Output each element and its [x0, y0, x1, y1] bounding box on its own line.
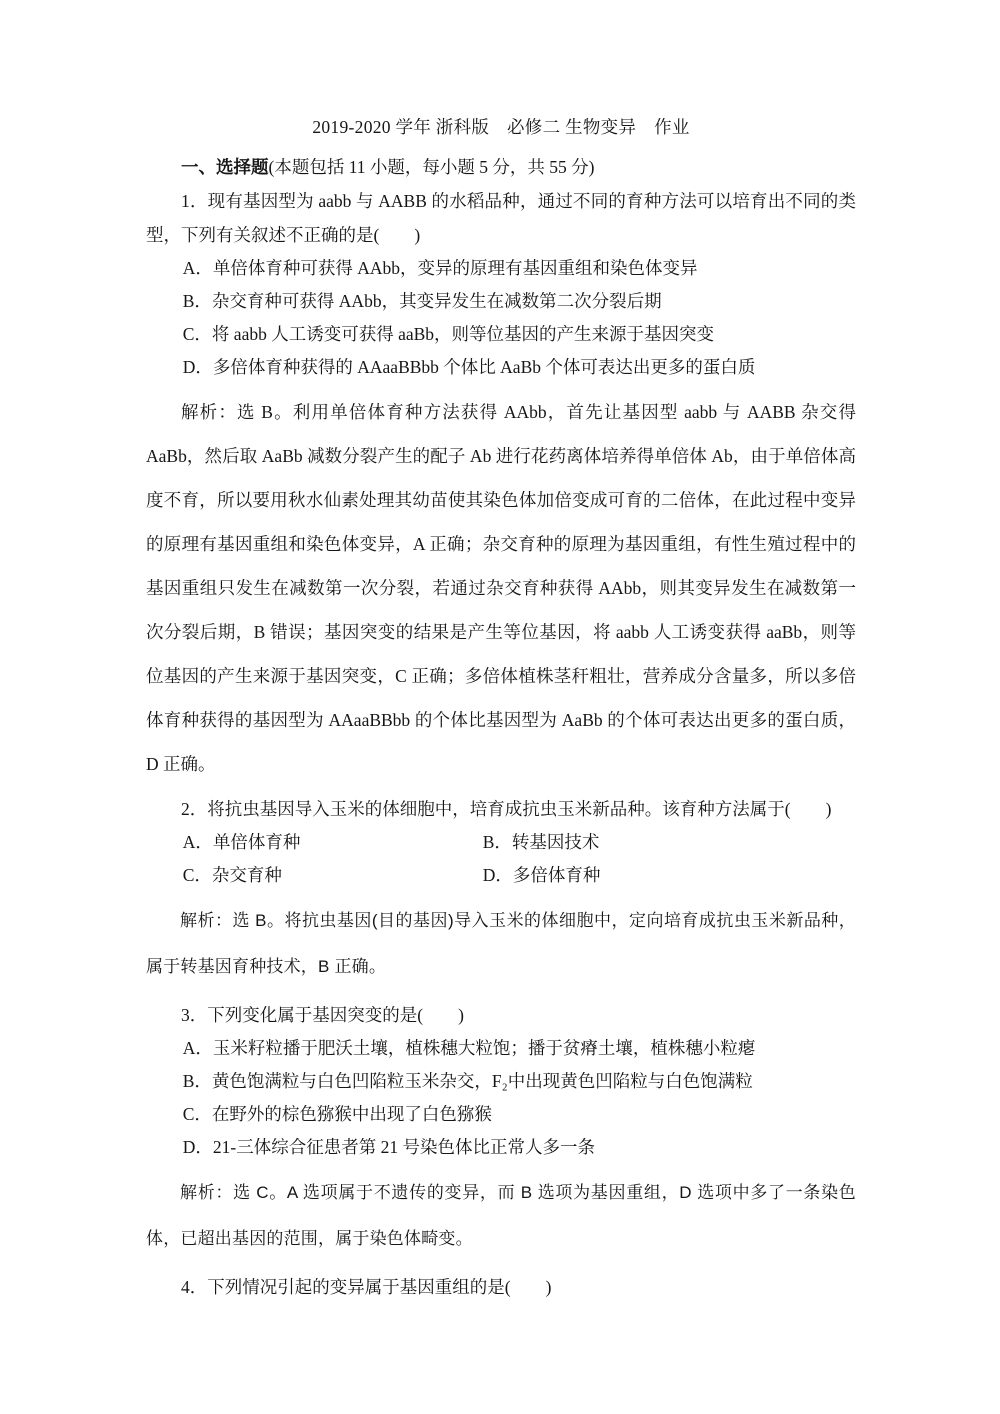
- question-2-option-c: C．杂交育种: [182, 865, 282, 885]
- section-heading-label: 一、选择题: [181, 157, 269, 177]
- question-3-option-b: B．黄色饱满粒与白色凹陷粒玉米杂交，F₂中出现黄色凹陷粒与白色饱满粒: [182, 1071, 753, 1091]
- document-title: 2019-2020 学年 浙科版 必修二 生物变异 作业: [312, 117, 690, 137]
- question-4-stem: 4．下列情况引起的变异属于基因重组的是( ): [181, 1277, 552, 1297]
- section-heading: [146, 150, 856, 184]
- question-3-stem: 3．下列变化属于基因突变的是( ): [181, 1005, 464, 1025]
- question-3-option-d: D．21-三体综合征患者第 21 号染色体比正常人多一条: [182, 1137, 595, 1157]
- question-1-analysis: 解析：选 B。利用单倍体育种方法获得 AAbb，首先让基因型 aabb 与 AABB 杂交得 AaBb，然后取 AaBb 减数分裂产生的配子 Ab 进行花药离体培养得单倍体 Ab，由于单倍体高度不育，所以要用秋水仙素处理其幼苗使其染色体加倍变成可育的二倍体，在此过程中变异的原理有基因重组和染色体变异，A 正确；杂交育种的原理为基因重组，有性生殖过程中的基因重组只发生在减数第一次分裂，若通过杂交育种获得 AAbb，则其变异发生在减数第一次分裂后期，B 错误；基因突变的结果是产生等位基因，将 aabb 人工诱变获得 aaBb，则等位基因的产生来源于基因突变，C 正确；多倍体植株茎秆粗壮，营养成分含量多，所以多倍体育种获得的基因型为 AAaaBBbb 的个体比基因型为 AaBb 的个体可表达出更多的蛋白质，D 正确。: [146, 402, 856, 774]
- question-1-option-b: B．杂交育种可获得 AAbb，其变异发生在减数第二次分裂后期: [182, 291, 662, 311]
- question-3-option-a: A．玉米籽粒播于肥沃土壤，植株穗大粒饱；播于贫瘠土壤，植株穗小粒瘪: [182, 1038, 756, 1058]
- question-1-option-d: D．多倍体育种获得的 AAaaBBbb 个体比 AaBb 个体可表达出更多的蛋白质: [182, 357, 756, 377]
- question-1-option-a: A．单倍体育种可获得 AAbb，变异的原理有基因重组和染色体变异: [182, 258, 698, 278]
- question-1-stem: 1．现有基因型为 aabb 与 AABB 的水稻品种，通过不同的育种方法可以培育出不同的类型，下列有关叙述不正确的是( ): [146, 191, 856, 245]
- question-2-option-d: D．多倍体育种: [482, 865, 601, 885]
- question-2-option-b: B．转基因技术: [482, 832, 600, 852]
- question-2-options: [146, 826, 856, 892]
- question-2-option-a: A．单倍体育种: [182, 832, 301, 852]
- question-3-analysis: 解析：选 C。A 选项属于不遗传的变异，而 B 选项为基因重组，D 选项中多了一条染色体，已超出基因的范围，属于染色体畸变。: [146, 1183, 856, 1248]
- question-3-option-c: C．在野外的棕色猕猴中出现了白色猕猴: [182, 1104, 492, 1124]
- question-2-analysis: 解析：选 B。将抗虫基因(目的基因)导入玉米的体细胞中，定向培育成抗虫玉米新品种，属于转基因育种技术，B 正确。: [146, 911, 856, 976]
- section-heading-meta: (本题包括 11 小题，每小题 5 分，共 55 分): [268, 157, 595, 177]
- question-2-stem: 2．将抗虫基因导入玉米的体细胞中，培育成抗虫玉米新品种。该育种方法属于( ): [181, 799, 832, 819]
- question-1-option-c: C．将 aabb 人工诱变可获得 aaBb，则等位基因的产生来源于基因突变: [182, 324, 715, 344]
